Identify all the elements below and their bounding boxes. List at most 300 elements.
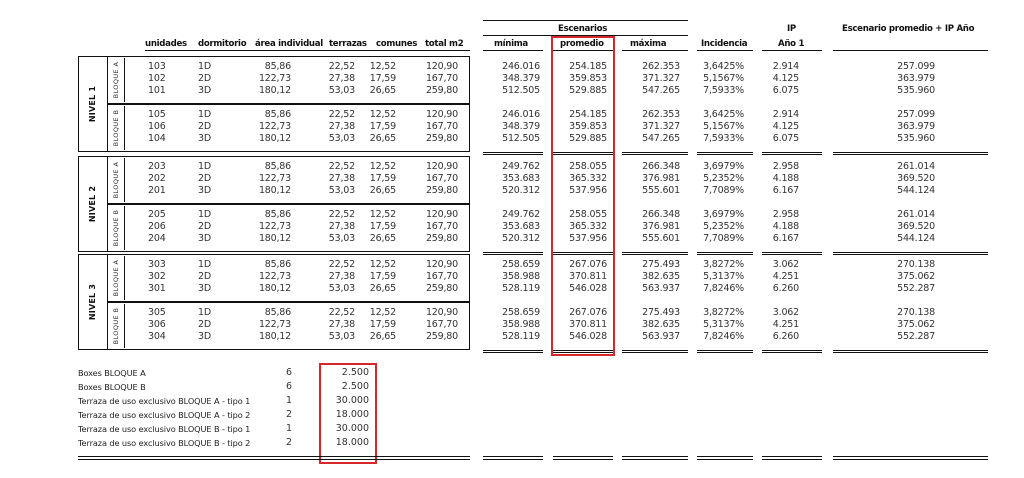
cell-ip-ano1: 6.260 [772,331,799,342]
cell-terrazas: 27,38 [328,271,355,282]
cell-minima: 528.119 [502,331,540,342]
cell-escenario-promedio-ip: 261.014 [897,161,935,172]
cell-promedio: 370.811 [569,319,607,330]
cell-ip-ano1: 4.188 [772,173,799,184]
cell-escenario-promedio-ip: 535.960 [897,133,935,144]
cell-minima: 520.312 [502,185,540,196]
block-label: BLOQUE A [112,61,120,99]
level-column-rule [622,252,688,253]
level-column-rule [483,152,543,153]
cell-incidencia: 5,2352% [703,221,744,232]
level-column-rule [833,350,988,351]
cell-minima: 249.762 [502,209,540,220]
cell-unidad: 306 [148,319,166,330]
cell-minima: 246.016 [502,61,540,72]
level-label: NIVEL 2 [88,185,97,223]
cell-maxima: 376.981 [642,173,680,184]
cell-unidad: 206 [148,221,166,232]
header-rule-main [145,50,470,51]
cell-dormitorio: 2D [198,319,211,330]
cell-ip-ano1: 4.188 [772,221,799,232]
cell-area-individual: 85,86 [264,307,291,318]
cell-minima: 512.505 [502,85,540,96]
cell-dormitorio: 2D [198,271,211,282]
cell-unidad: 303 [148,259,166,270]
cell-terrazas: 53,03 [328,331,355,342]
cell-promedio: 254.185 [569,61,607,72]
cell-comunes: 12,52 [369,209,396,220]
cell-promedio: 546.028 [569,283,607,294]
extra-item-label: Boxes BLOQUE B [78,382,146,392]
cell-area-individual: 180,12 [258,133,291,144]
cell-area-individual: 180,12 [258,233,291,244]
cell-dormitorio: 2D [198,173,211,184]
cell-total-m2: 120,90 [425,209,458,220]
cell-minima: 348.379 [502,121,540,132]
cell-promedio: 365.332 [569,221,607,232]
cell-promedio: 254.185 [569,109,607,120]
cell-total-m2: 259,80 [425,233,458,244]
cell-total-m2: 120,90 [425,109,458,120]
cell-maxima: 266.348 [642,161,680,172]
extra-item-qty: 2 [285,409,292,420]
cell-comunes: 12,52 [369,161,396,172]
block-label: BLOQUE B [112,307,120,345]
level-column-rule [833,154,988,155]
cell-escenario-promedio-ip: 375.062 [897,319,935,330]
cell-incidencia: 3,8272% [703,259,744,270]
level-column-rule [697,254,753,255]
cell-escenario-promedio-ip: 363.979 [897,73,935,84]
header-ip: IP [787,24,796,34]
cell-maxima: 275.493 [642,307,680,318]
cell-unidad: 106 [148,121,166,132]
cell-area-individual: 85,86 [264,161,291,172]
cell-comunes: 26,65 [369,233,396,244]
cell-unidad: 201 [148,185,166,196]
level-column-rule [697,154,753,155]
cell-incidencia: 7,8246% [703,331,744,342]
cell-maxima: 262.353 [642,61,680,72]
cell-escenario-promedio-ip: 261.014 [897,209,935,220]
level-column-rule [697,352,753,353]
cell-total-m2: 167,70 [425,221,458,232]
cell-minima: 358.988 [502,271,540,282]
extra-item-label: Terraza de uso exclusivo BLOQUE A - tipo 2 [78,410,251,420]
cell-ip-ano1: 6.075 [772,85,799,96]
cell-maxima: 371.327 [642,121,680,132]
cell-terrazas: 27,38 [328,173,355,184]
cell-terrazas: 22,52 [328,259,355,270]
cell-terrazas: 53,03 [328,283,355,294]
cell-maxima: 376.981 [642,221,680,232]
cell-maxima: 547.265 [642,133,680,144]
cell-area-individual: 180,12 [258,185,291,196]
cell-minima: 512.505 [502,133,540,144]
cell-comunes: 17,59 [369,121,396,132]
block-label-divider [124,304,125,348]
cell-dormitorio: 3D [198,85,211,96]
cell-promedio: 359.853 [569,121,607,132]
level-column-rule [483,252,543,253]
cell-total-m2: 120,90 [425,307,458,318]
cell-area-individual: 85,86 [264,209,291,220]
cell-promedio: 529.885 [569,133,607,144]
cell-incidencia: 7,5933% [703,133,744,144]
cell-promedio: 267.076 [569,259,607,270]
header-maxima: máxima [630,39,667,49]
level-column-rule [697,350,753,351]
cell-incidencia: 7,8246% [703,283,744,294]
cell-area-individual: 122,73 [258,271,291,282]
cell-comunes: 26,65 [369,283,396,294]
cell-dormitorio: 1D [198,61,211,72]
cell-terrazas: 53,03 [328,185,355,196]
header-total-m2: total m2 [425,39,464,49]
cell-total-m2: 167,70 [425,121,458,132]
cell-total-m2: 259,80 [425,331,458,342]
cell-ip-ano1: 3.062 [772,259,799,270]
block-label: BLOQUE A [112,161,120,199]
cell-terrazas: 22,52 [328,209,355,220]
extra-item-qty: 1 [285,423,292,434]
cell-maxima: 555.601 [642,185,680,196]
header-incidencia: Incidencia [701,39,748,49]
cell-terrazas: 27,38 [328,319,355,330]
cell-dormitorio: 3D [198,283,211,294]
cell-minima: 520.312 [502,233,540,244]
header-rule-escenario [833,50,988,51]
cell-unidad: 302 [148,271,166,282]
block-label-divider [124,58,125,102]
cell-maxima: 275.493 [642,259,680,270]
header-rule-minima [483,50,543,51]
cell-escenario-promedio-ip: 363.979 [897,121,935,132]
cell-ip-ano1: 2.958 [772,209,799,220]
cell-unidad: 305 [148,307,166,318]
header-promedio: promedio [560,39,604,49]
cell-incidencia: 5,1567% [703,121,744,132]
cell-terrazas: 22,52 [328,161,355,172]
escenarios-top-rule [483,20,688,21]
cell-terrazas: 22,52 [328,307,355,318]
cell-comunes: 26,65 [369,331,396,342]
cell-minima: 348.379 [502,73,540,84]
cell-area-individual: 180,12 [258,331,291,342]
cell-minima: 353.683 [502,173,540,184]
cell-total-m2: 167,70 [425,173,458,184]
header-escenarios: Escenarios [558,24,608,34]
cell-terrazas: 53,03 [328,133,355,144]
cell-total-m2: 120,90 [425,161,458,172]
block-label-divider [124,158,125,202]
cell-comunes: 26,65 [369,85,396,96]
cell-promedio: 258.055 [569,161,607,172]
block-label-divider [124,106,125,150]
cell-incidencia: 3,6979% [703,161,744,172]
cell-promedio: 537.956 [569,233,607,244]
cell-unidad: 103 [148,61,166,72]
cell-promedio: 537.956 [569,185,607,196]
extra-item-value: 18.000 [335,437,369,448]
cell-comunes: 17,59 [369,319,396,330]
cell-area-individual: 122,73 [258,173,291,184]
cell-comunes: 17,59 [369,221,396,232]
header-ip-year: Año 1 [778,39,805,49]
cell-terrazas: 53,03 [328,233,355,244]
extra-item-qty: 6 [285,381,292,392]
level-column-rule [762,254,822,255]
cell-dormitorio: 1D [198,161,211,172]
cell-unidad: 304 [148,331,166,342]
cell-minima: 246.016 [502,109,540,120]
level-column-rule [483,352,543,353]
extra-item-label: Terraza de uso exclusivo BLOQUE B - tipo 1 [78,424,251,434]
cell-dormitorio: 2D [198,121,211,132]
cell-comunes: 26,65 [369,133,396,144]
cell-area-individual: 122,73 [258,221,291,232]
cell-dormitorio: 3D [198,331,211,342]
cell-total-m2: 259,80 [425,85,458,96]
cell-maxima: 555.601 [642,233,680,244]
cell-escenario-promedio-ip: 552.287 [897,283,935,294]
level-column-rule [762,152,822,153]
block-label: BLOQUE B [112,109,120,147]
cell-comunes: 12,52 [369,109,396,120]
cell-incidencia: 7,5933% [703,85,744,96]
cell-ip-ano1: 4.251 [772,271,799,282]
level-column-rule [483,154,543,155]
cell-unidad: 102 [148,73,166,84]
block-label-divider [124,256,125,300]
cell-minima: 249.762 [502,161,540,172]
header-terrazas: terrazas [329,39,367,49]
cell-minima: 353.683 [502,221,540,232]
level-column-rule [762,154,822,155]
cell-unidad: 105 [148,109,166,120]
level-column-rule [762,252,822,253]
cell-dormitorio: 3D [198,133,211,144]
block-label-divider [124,206,125,250]
level-column-rule [483,350,543,351]
cell-promedio: 546.028 [569,331,607,342]
cell-incidencia: 3,6979% [703,209,744,220]
cell-dormitorio: 3D [198,233,211,244]
cell-comunes: 17,59 [369,271,396,282]
cell-maxima: 547.265 [642,85,680,96]
cell-promedio: 359.853 [569,73,607,84]
cell-ip-ano1: 4.251 [772,319,799,330]
header-rule-ip [762,50,822,51]
cell-escenario-promedio-ip: 270.138 [897,259,935,270]
cell-comunes: 17,59 [369,73,396,84]
extra-item-value: 2.500 [341,381,369,392]
cell-total-m2: 259,80 [425,185,458,196]
cell-ip-ano1: 2.914 [772,109,799,120]
cell-promedio: 365.332 [569,173,607,184]
block-label: BLOQUE B [112,209,120,247]
cell-escenario-promedio-ip: 257.099 [897,109,935,120]
cell-escenario-promedio-ip: 544.124 [897,185,935,196]
cell-area-individual: 85,86 [264,61,291,72]
level-column-rule [622,350,688,351]
cell-area-individual: 180,12 [258,85,291,96]
cell-unidad: 104 [148,133,166,144]
cell-ip-ano1: 4.125 [772,73,799,84]
header-comunes: comunes [376,39,418,49]
level-column-rule [697,152,753,153]
cell-maxima: 262.353 [642,109,680,120]
cell-dormitorio: 1D [198,109,211,120]
cell-incidencia: 5,3137% [703,319,744,330]
header-unidades: unidades [145,39,187,49]
cell-escenario-promedio-ip: 270.138 [897,307,935,318]
cell-area-individual: 85,86 [264,109,291,120]
cell-minima: 358.988 [502,319,540,330]
level-column-rule [622,152,688,153]
cell-maxima: 371.327 [642,73,680,84]
extra-item-label: Terraza de uso exclusivo BLOQUE B - tipo 2 [78,438,251,448]
cell-minima: 258.659 [502,259,540,270]
cell-total-m2: 167,70 [425,319,458,330]
cell-unidad: 204 [148,233,166,244]
cell-incidencia: 3,8272% [703,307,744,318]
cell-total-m2: 120,90 [425,61,458,72]
cell-unidad: 301 [148,283,166,294]
header-rule-incidencia [697,50,753,51]
extra-item-value: 2.500 [341,367,369,378]
level-column-rule [762,350,822,351]
cell-area-individual: 85,86 [264,259,291,270]
cell-promedio: 529.885 [569,85,607,96]
extra-item-qty: 6 [285,367,292,378]
cell-ip-ano1: 4.125 [772,121,799,132]
extra-item-value: 30.000 [335,423,369,434]
level-column-rule [697,252,753,253]
cell-area-individual: 180,12 [258,283,291,294]
level-column-rule [483,254,543,255]
cell-ip-ano1: 6.075 [772,133,799,144]
cell-dormitorio: 2D [198,73,211,84]
cell-total-m2: 259,80 [425,133,458,144]
cell-comunes: 17,59 [369,173,396,184]
header-area-individual: área individual [255,39,323,49]
extra-item-label: Boxes BLOQUE A [78,368,146,378]
cell-comunes: 12,52 [369,259,396,270]
header-rule-maxima [622,50,688,51]
promedio-highlight [551,36,615,356]
extra-item-qty: 2 [285,437,292,448]
header-minima: mínima [494,39,528,49]
cell-terrazas: 22,52 [328,61,355,72]
cell-minima: 258.659 [502,307,540,318]
cell-total-m2: 120,90 [425,259,458,270]
cell-comunes: 12,52 [369,61,396,72]
cell-terrazas: 27,38 [328,121,355,132]
cell-incidencia: 7,7089% [703,185,744,196]
level-column-rule [833,152,988,153]
cell-total-m2: 167,70 [425,271,458,282]
cell-escenario-promedio-ip: 369.520 [897,173,935,184]
extra-item-value: 18.000 [335,409,369,420]
cell-maxima: 563.937 [642,331,680,342]
level-column-rule [622,154,688,155]
cell-terrazas: 27,38 [328,73,355,84]
cell-ip-ano1: 6.260 [772,283,799,294]
level-column-rule [833,352,988,353]
cell-incidencia: 3,6425% [703,109,744,120]
cell-maxima: 382.635 [642,271,680,282]
cell-ip-ano1: 6.167 [772,185,799,196]
cell-maxima: 563.937 [642,283,680,294]
cell-comunes: 12,52 [369,307,396,318]
cell-incidencia: 5,2352% [703,173,744,184]
cell-terrazas: 22,52 [328,109,355,120]
header-escenario-promedio-ip: Escenario promedio + IP Año [842,24,975,34]
cell-escenario-promedio-ip: 552.287 [897,331,935,342]
cell-comunes: 26,65 [369,185,396,196]
level-column-rule [622,352,688,353]
cell-terrazas: 53,03 [328,85,355,96]
cell-escenario-promedio-ip: 257.099 [897,61,935,72]
cell-escenario-promedio-ip: 544.124 [897,233,935,244]
block-label: BLOQUE A [112,259,120,297]
cell-total-m2: 167,70 [425,73,458,84]
level-label: NIVEL 1 [88,85,97,123]
cell-unidad: 202 [148,173,166,184]
cell-escenario-promedio-ip: 535.960 [897,85,935,96]
extra-item-label: Terraza de uso exclusivo BLOQUE A - tipo 1 [78,396,251,406]
cell-terrazas: 27,38 [328,221,355,232]
cell-area-individual: 122,73 [258,73,291,84]
cell-incidencia: 3,6425% [703,61,744,72]
cell-total-m2: 259,80 [425,283,458,294]
extra-item-value: 30.000 [335,395,369,406]
level-column-rule [833,252,988,253]
cell-maxima: 266.348 [642,209,680,220]
cell-dormitorio: 3D [198,185,211,196]
cell-unidad: 203 [148,161,166,172]
cell-dormitorio: 1D [198,209,211,220]
cell-incidencia: 7,7089% [703,233,744,244]
cell-unidad: 205 [148,209,166,220]
cell-maxima: 382.635 [642,319,680,330]
cell-promedio: 258.055 [569,209,607,220]
cell-dormitorio: 1D [198,259,211,270]
header-dormitorio: dormitorio [198,39,247,49]
cell-dormitorio: 1D [198,307,211,318]
level-column-rule [622,254,688,255]
cell-area-individual: 122,73 [258,319,291,330]
cell-escenario-promedio-ip: 369.520 [897,221,935,232]
cell-ip-ano1: 2.958 [772,161,799,172]
level-column-rule [833,254,988,255]
cell-ip-ano1: 2.914 [772,61,799,72]
cell-incidencia: 5,3137% [703,271,744,282]
cell-ip-ano1: 6.167 [772,233,799,244]
cell-dormitorio: 2D [198,221,211,232]
cell-promedio: 267.076 [569,307,607,318]
cell-unidad: 101 [148,85,166,96]
cell-escenario-promedio-ip: 375.062 [897,271,935,282]
level-label: NIVEL 3 [88,283,97,321]
cell-promedio: 370.811 [569,271,607,282]
cell-area-individual: 122,73 [258,121,291,132]
cell-ip-ano1: 3.062 [772,307,799,318]
level-column-rule [762,352,822,353]
extra-item-qty: 1 [285,395,292,406]
cell-incidencia: 5,1567% [703,73,744,84]
